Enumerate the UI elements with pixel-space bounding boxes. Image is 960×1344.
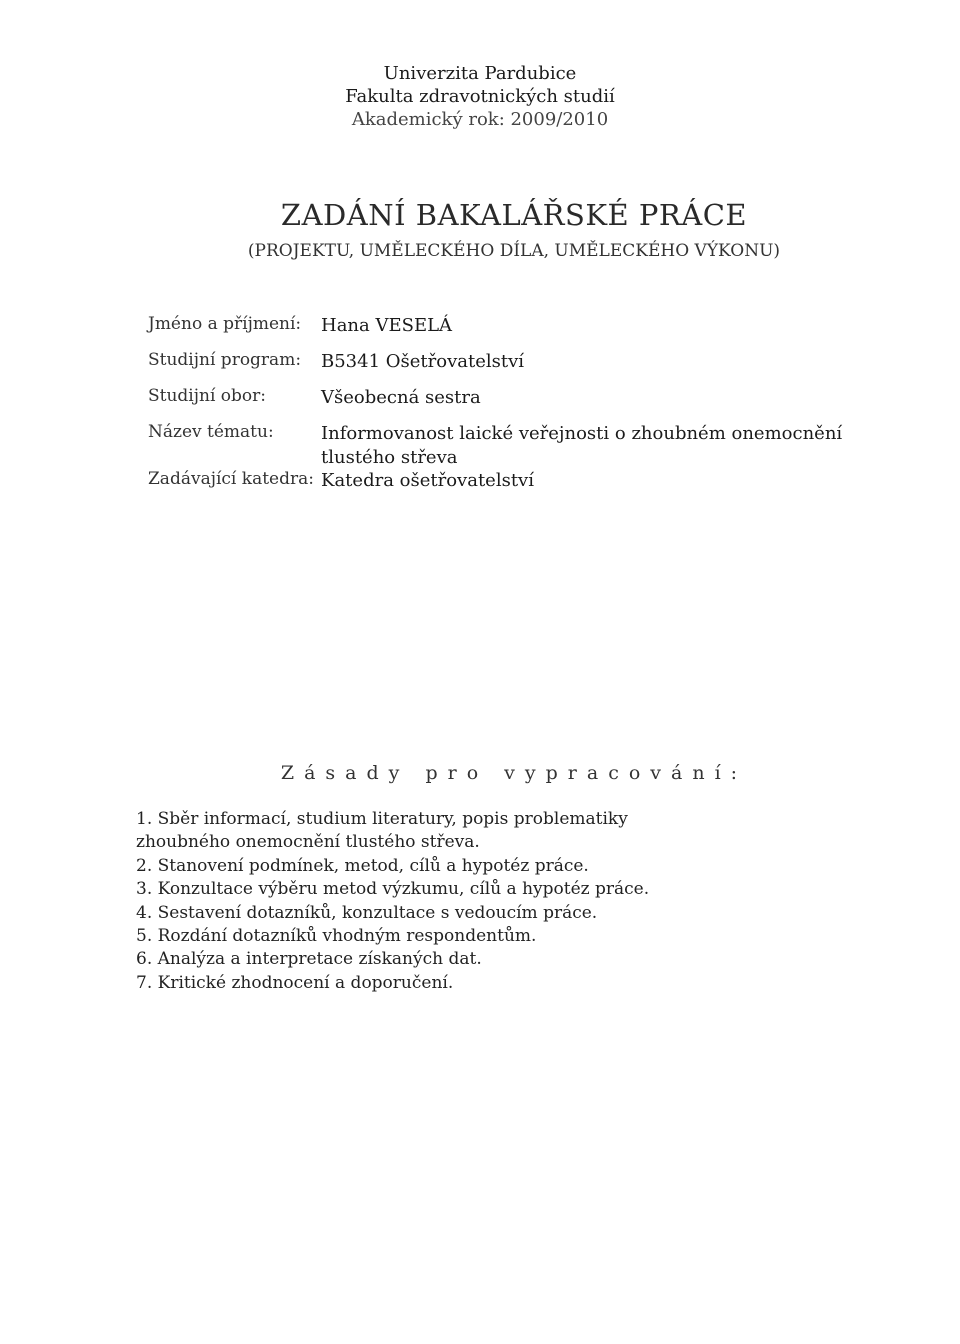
info-label-name: Jméno a příjmení: xyxy=(148,314,302,334)
task-line: 5. Rozdání dotazníků vhodným respondentům. xyxy=(136,926,537,947)
document-header xyxy=(0,62,960,131)
info-value-field: Všeobecná sestra xyxy=(321,387,481,408)
task-line: 3. Konzultace výběru metod výzkumu, cílů a hypotéz práce. xyxy=(136,879,650,900)
task-line: 2. Stanovení podmínek, metod, cílů a hypotéz práce. xyxy=(136,855,589,876)
task-line: zhoubného onemocnění tlustého střeva. xyxy=(136,832,480,853)
task-line: 4. Sestavení dotazníků, konzultace s vedoucím práce. xyxy=(136,902,598,923)
info-label-program: Studijní program: xyxy=(148,350,302,370)
faculty-name: Fakulta zdravotnických studií xyxy=(345,86,615,107)
info-label-department: Zadávající katedra: xyxy=(148,469,314,489)
rules-section xyxy=(0,762,960,784)
title-block xyxy=(0,198,960,262)
document-subtitle: (PROJEKTU, UMĚLECKÉHO DÍLA, UMĚLECKÉHO VÝKONU) xyxy=(247,241,781,261)
info-value-program: B5341 Ošetřovatelství xyxy=(321,351,525,372)
info-value-topic: Informovanost laické veřejnosti o zhoubném onemocnění tlustého střeva xyxy=(321,423,843,468)
university-name: Univerzita Pardubice xyxy=(383,63,577,84)
task-line: 6. Analýza a interpretace získaných dat. xyxy=(136,949,482,970)
info-label-topic: Název tématu: xyxy=(148,422,274,442)
task-line: 1. Sběr informací, studium literatury, popis problematiky xyxy=(136,809,628,829)
info-label-field: Studijní obor: xyxy=(148,386,267,406)
info-value-name: Hana VESELÁ xyxy=(321,315,453,336)
info-value-department: Katedra ošetřovatelství xyxy=(321,470,534,491)
task-list xyxy=(136,808,696,995)
academic-year: Akademický rok: 2009/2010 xyxy=(351,109,609,130)
document-title: ZADÁNÍ BAKALÁŘSKÉ PRÁCE xyxy=(280,198,748,232)
rules-title: Zásady pro vypracování: xyxy=(280,762,748,784)
task-line: 7. Kritické zhodnocení a doporučení. xyxy=(136,972,454,993)
